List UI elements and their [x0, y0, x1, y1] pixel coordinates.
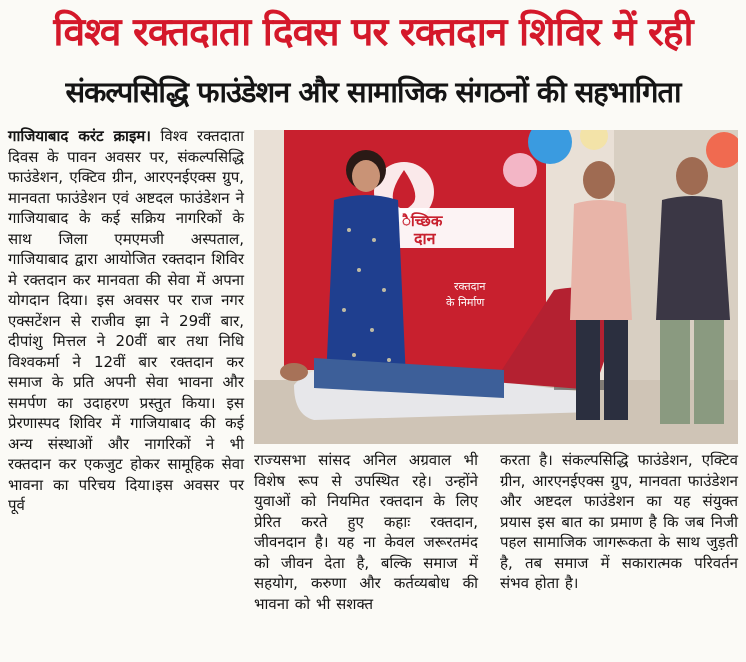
balloon-pink: [503, 153, 537, 187]
news-photo: [254, 130, 738, 444]
dateline: गाजियाबाद करंट क्राइम।: [8, 127, 151, 145]
banner-small-1: रक्तदान: [454, 280, 486, 293]
banner-text-1: ैच्छिक: [402, 212, 443, 230]
column-1-text: विश्व रक्तदाता दिवस के पावन अवसर पर, संकल्पसिद्धि फाउंडेशन, एक्टिव ग्रीन, आरएनईएक्स ग्रुप, मानवता फाउंडेशन एवं अष्टदल फाउंडेशन ने गाजियाबाद के कई सक्रिय नागरिकों के साथ जिला एमएमजी अस्पताल, गाजियाबाद द्वारा आयोजित रक्तदान शिविर मे रक्तदान कर मानवता की सेवा में अपना योगदान दिया। इस अवसर पर राज नगर एक्सटेंशन से राजीव झा ने 29वीं बार, दीपांशु मित्तल ने 20वीं बार तथा निधि विश्वकर्मा ने 12वीं बार रक्तदान कर समाज के प्रति अपनी सेवा भावना और समर्पण का उदाहरण प्रस्तुत किया। इस प्रेरणास्पद शिविर में गाजियाबाद की कई अन्य संस्थाओं और नागरिकों ने भी रक्तदान कर एकजुट होकर सामूहिक सेवा भावना का परिचय दिया।इस अवसर पर पूर्व: [8, 127, 244, 514]
subheadline: संकल्पसिद्धि फाउंडेशन और सामाजिक संगठनों की सहभागिता: [65, 75, 681, 109]
banner-text-2: दान: [414, 229, 436, 248]
headline: विश्व रक्तदाता दिवस पर रक्तदान शिविर में रही: [53, 10, 693, 55]
blood-donation-photo-illustration: [254, 130, 738, 444]
article-column-2: राज्यसभा सांसद अनिल अग्रवाल भी विशेष रूप से उपस्थित रहे। उन्होंने युवाओं को नियमित रक्तदान के लिए प्रेरित करते हुए कहाः रक्तदान, जीवनदान है। यह ना केवल जरूरतमंद को जीवन देता है, बल्कि समाज में सहयोग, करुणा और कर्तव्यबोध की भावना को भी सशक्त: [254, 451, 478, 613]
article-column-1: [8, 126, 244, 516]
article-column-3: करता है। संकल्पसिद्धि फाउंडेशन, एक्टिव ग्रीन, आरएनईएक्स ग्रुप, मानवता फाउंडेशन और अष्टदल फाउंडेशन का यह संयुक्त प्रयास इस बात का प्रमाण है कि जब निजी पहल सामाजिक जागरूकता के साथ जुड़ती है, तब समाज में सकारात्मक परिवर्तन संभव होता है।: [500, 451, 738, 592]
banner-small-2: के निर्माण: [446, 296, 485, 309]
